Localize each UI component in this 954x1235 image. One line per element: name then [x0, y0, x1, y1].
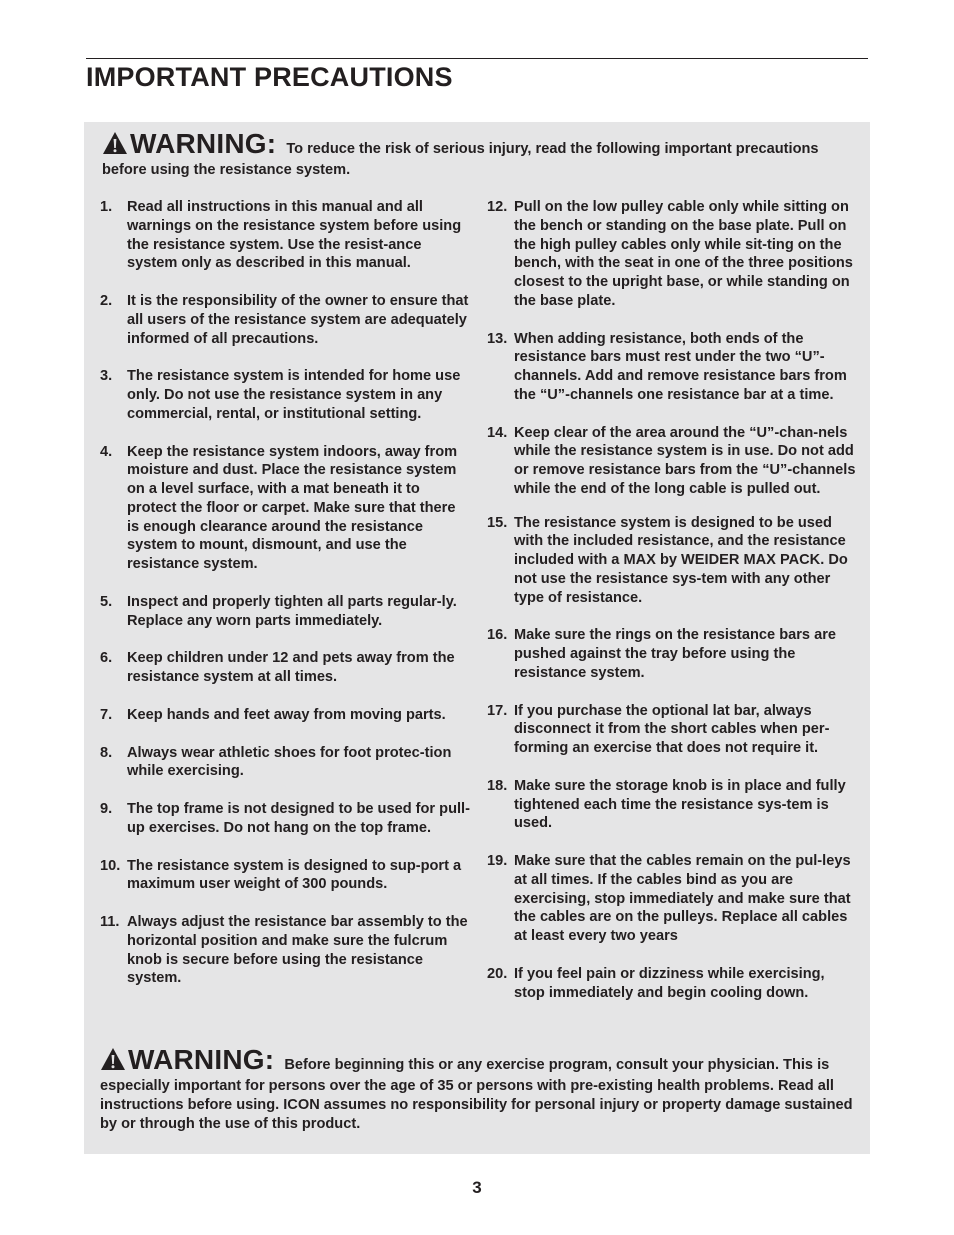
precaution-text: Keep children under 12 and pets away from the resistance system at all times.	[127, 650, 455, 685]
precaution-item	[98, 198, 470, 273]
precaution-item	[98, 857, 470, 895]
precaution-item	[485, 626, 857, 682]
precaution-number: 12.	[487, 199, 508, 215]
precaution-item	[485, 777, 857, 833]
precaution-number: 3.	[100, 368, 113, 385]
page-title: IMPORTANT PRECAUTIONS	[86, 62, 453, 92]
precaution-item	[485, 514, 857, 608]
precaution-text: Keep clear of the area around the “U”-chan-nels while the resistance system is in use. Do not add or remove resistance bars from the “U”-channels while the end of the long cable is pulled out.	[514, 424, 856, 497]
precaution-number: 16.	[487, 627, 508, 644]
precaution-item	[98, 706, 470, 725]
precaution-text: Pull on the low pulley cable only while sitting on the bench or standing on the base plate. Pull on the high pulley cables only while sit-ting on the bench, with the seat in one of the three positions closest to the upright base, or while standing on the base plate.	[514, 199, 853, 309]
precaution-text: The resistance system is designed to sup-port a maximum user weight of 300 pounds.	[127, 857, 462, 893]
precaution-text: Always adjust the resistance bar assembly to the horizontal position and make sure the fulcrum knob is secure before using the resistance system.	[127, 914, 468, 987]
precaution-item	[485, 424, 857, 499]
precaution-number: 6.	[100, 650, 113, 667]
precaution-number: 15.	[487, 514, 508, 531]
precaution-text: If you feel pain or dizziness while exercising, stop immediately and begin cooling down.	[514, 965, 825, 1001]
precaution-text: The resistance system is designed to be used with the included resistance, and the resistance included with a MAX by WEIDER MAX PACK. Do not use the resistance sys-tem with any other type of resistance.	[514, 514, 848, 606]
precaution-item	[485, 852, 857, 946]
precaution-item	[98, 367, 470, 423]
precaution-number: 7.	[100, 706, 113, 723]
precaution-text: Read all instructions in this manual and all warnings on the resistance system before using the resistance system. Use the resist-ance system only as described in this manual.	[127, 199, 462, 272]
precaution-text: Make sure the storage knob is in place and fully tightened each time the resistance sys-tem is used.	[514, 777, 846, 832]
precaution-item	[485, 702, 857, 758]
precaution-text: Make sure the rings on the resistance bars are pushed against the tray before using the resistance system.	[514, 627, 837, 681]
top-rule	[86, 58, 868, 59]
precaution-number: 2.	[100, 293, 113, 309]
precaution-item	[98, 443, 470, 574]
warning-triangle-icon	[102, 131, 128, 161]
precaution-item	[98, 913, 470, 988]
precaution-item	[485, 330, 857, 405]
precaution-number: 4.	[100, 443, 113, 460]
warning-triangle-icon	[100, 1047, 126, 1077]
precautions-right-column	[485, 198, 857, 1002]
precaution-item	[485, 198, 857, 311]
precaution-number: 1.	[100, 199, 113, 215]
precaution-number: 10.	[100, 857, 121, 874]
warning-top-text: To reduce the risk of serious injury, read the following important precautions before using the resistance system.	[102, 141, 819, 178]
precaution-item	[98, 292, 470, 348]
precaution-item	[98, 800, 470, 838]
warning-bottom-heading: WARNING:	[128, 1044, 275, 1075]
precaution-item	[98, 649, 470, 687]
precaution-number: 13.	[487, 330, 508, 347]
warning-top-heading: WARNING:	[130, 128, 277, 159]
precaution-text: Make sure that the cables remain on the pul-leys at all times. If the cables bind as you are exercising, stop immediately and make sure that the cables are on the pulleys. Replace all cables at least every two years	[514, 853, 851, 944]
precaution-item	[98, 744, 470, 782]
precaution-text: The resistance system is intended for home use only. Do not use the resistance system in any commercial, rental, or institutional setting.	[127, 368, 461, 422]
warning-top	[102, 130, 860, 180]
precaution-number: 8.	[100, 744, 113, 761]
warning-bottom-text: Before beginning this or any exercise program, consult your physician. This is especially important for persons over the age of 35 or persons with pre-existing health problems. Read all instructions before using. ICON assumes no responsibility for personal injury or property damage sustained by or through the use of this product.	[100, 1057, 853, 1132]
page-number: 3	[472, 1178, 482, 1197]
precaution-item	[98, 593, 470, 631]
precaution-text: Always wear athletic shoes for foot protec-tion while exercising.	[127, 744, 452, 780]
warning-bottom	[100, 1046, 858, 1134]
precaution-item	[485, 965, 857, 1003]
precaution-text: If you purchase the optional lat bar, always disconnect it from the short cables when per-forming an exercise that does not require it.	[514, 702, 830, 756]
precautions-panel	[84, 122, 870, 1154]
precaution-number: 18.	[487, 777, 508, 794]
precaution-text: Keep hands and feet away from moving parts.	[127, 706, 446, 723]
precautions-left-column	[98, 198, 470, 988]
precaution-text: Inspect and properly tighten all parts regular-ly. Replace any worn parts immediately.	[127, 593, 457, 629]
precaution-number: 14.	[487, 424, 508, 441]
precaution-text: It is the responsibility of the owner to ensure that all users of the resistance system are adequately informed of all precautions.	[127, 293, 469, 347]
precaution-number: 11.	[100, 914, 120, 930]
precaution-number: 17.	[487, 702, 508, 719]
precaution-number: 20.	[487, 965, 508, 982]
precaution-number: 19.	[487, 853, 508, 869]
precaution-text: Keep the resistance system indoors, away from moisture and dust. Place the resistance system on a level surface, with a mat beneath it to protect the floor or carpet. Make sure that there is enough clearance around the resistance system to mount, dismount, and use the resistance system.	[127, 443, 458, 572]
precaution-number: 9.	[100, 801, 113, 817]
precaution-number: 5.	[100, 593, 113, 610]
precaution-text: The top frame is not designed to be used for pull-up exercises. Do not hang on the top frame.	[127, 801, 470, 836]
precaution-text: When adding resistance, both ends of the resistance bars must rest under the two “U”-channels. Add and remove resistance bars from the “U”-channels one resistance bar at a time.	[514, 330, 847, 403]
